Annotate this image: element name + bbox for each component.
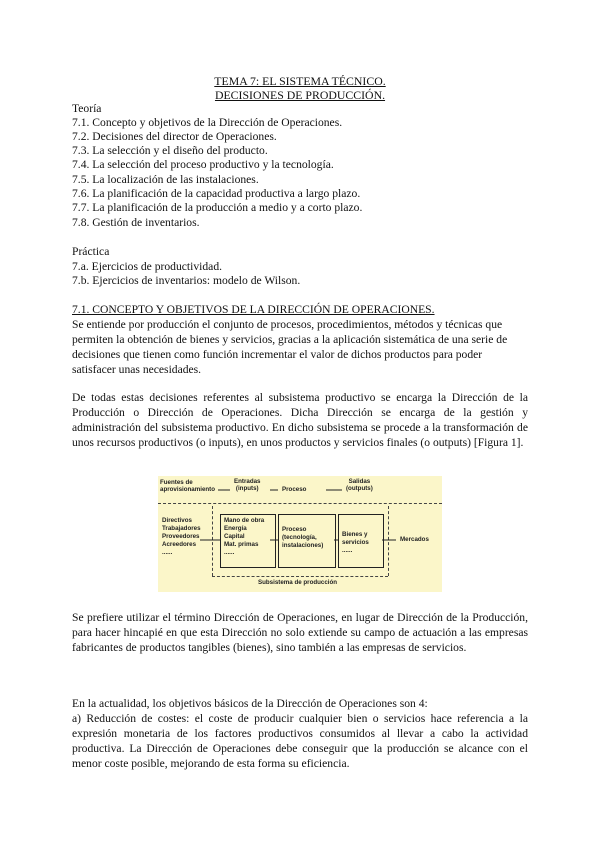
paragraph-objetivos-intro: En la actualidad, los objetivos básicos de la Dirección de Operaciones son 4:	[72, 697, 428, 710]
teoria-item: 7.2. Decisiones del director de Operaciones.	[72, 130, 277, 143]
section-heading: 7.1. CONCEPTO Y OBJETIVOS DE LA DIRECCIÓN DE OPERACIONES.	[72, 303, 435, 316]
figure-col-markets: Mercados	[400, 536, 429, 543]
figure-label-subsistema: Subsistema de producción	[258, 579, 338, 586]
document-title-line2: DECISIONES DE PRODUCCIÓN.	[214, 88, 386, 102]
paragraph-direccion-term: Se prefiere utilizar el término Dirección de Operaciones, en lugar de Dirección de la Producción, para hacer hincapié en que esta Dirección no solo extiende su campo de actuación a las empresas fabricantes de productos tangibles (bienes), sino también a las empresas de servicios.	[72, 611, 528, 654]
teoria-item: 7.6. La planificación de la capacidad productiva a largo plazo.	[72, 187, 361, 200]
teoria-item: 7.4. La selección del proceso productivo y la tecnología.	[72, 158, 334, 171]
teoria-item: 7.8. Gestión de inventarios.	[72, 216, 200, 229]
teoria-item: 7.3. La selección y el diseño del producto.	[72, 144, 268, 157]
figure-col-process: Proceso (tecnología, instalaciones)	[282, 526, 324, 549]
figure-label-salidas: Salidas (outputs)	[346, 478, 373, 492]
figure-arrows	[158, 476, 442, 592]
figure-col-inputs: Mano de obra Energía Capital Mat. primas ......	[224, 517, 265, 556]
teoria-item: 7.7. La planificación de la producción a medio y a corto plazo.	[72, 201, 363, 214]
practica-item: 7.b. Ejercicios de inventarios: modelo de Wilson.	[72, 274, 301, 287]
teoria-heading: Teoría	[72, 102, 102, 115]
practica-item: 7.a. Ejercicios de productividad.	[72, 260, 223, 273]
teoria-item: 7.1. Concepto y objetivos de la Dirección de Operaciones.	[72, 116, 343, 129]
practica-heading: Práctica	[72, 245, 110, 258]
paragraph-direccion-operaciones: De todas estas decisiones referentes al subsistema productivo se encarga la Dirección de la Producción o Dirección de Operaciones. Dicha Dirección se encarga de la gestión y administración del subsistema productivo. En dicho subsistema se procede a la transformación de unos recursos productivos (o inputs), en unos productos y servicios finales (o outputs) [Figura 1].	[72, 391, 528, 449]
figure-label-entradas: Entradas (inputs)	[234, 478, 261, 492]
teoria-item: 7.5. La localización de las instalaciones.	[72, 173, 259, 186]
figure-col-outputs: Bienes y servicios ......	[342, 531, 369, 554]
figure-col-sources: Directivos Trabajadores Proveedores Acreedores ......	[162, 517, 201, 556]
figure-label-proceso: Proceso	[282, 486, 307, 493]
document-title-line1: TEMA 7: EL SISTEMA TÉCNICO.	[214, 74, 386, 88]
paragraph-reduccion-costes: a) Reducción de costes: el coste de producir cualquier bien o servicios hace referencia a la expresión monetaria de los factores productivos consumidos al llevar a cabo la actividad productiva. La Dirección de Operaciones debe conseguir que la producción se alcance con el menor coste posible, mejorando de esta forma su eficiencia.	[72, 712, 528, 770]
paragraph-production-definition: Se entiende por producción el conjunto de procesos, procedimientos, métodos y técnicas que permiten la obtención de bienes y servicios, gracias a la aplicación sistemática de una serie de decisiones que tienen como función incrementar el valor de dichos productos para poder satisfacer unas necesidades.	[72, 318, 508, 376]
figure-label-fuentes: Fuentes de aprovisionamiento	[160, 479, 216, 493]
figure-production-subsystem	[158, 476, 442, 592]
